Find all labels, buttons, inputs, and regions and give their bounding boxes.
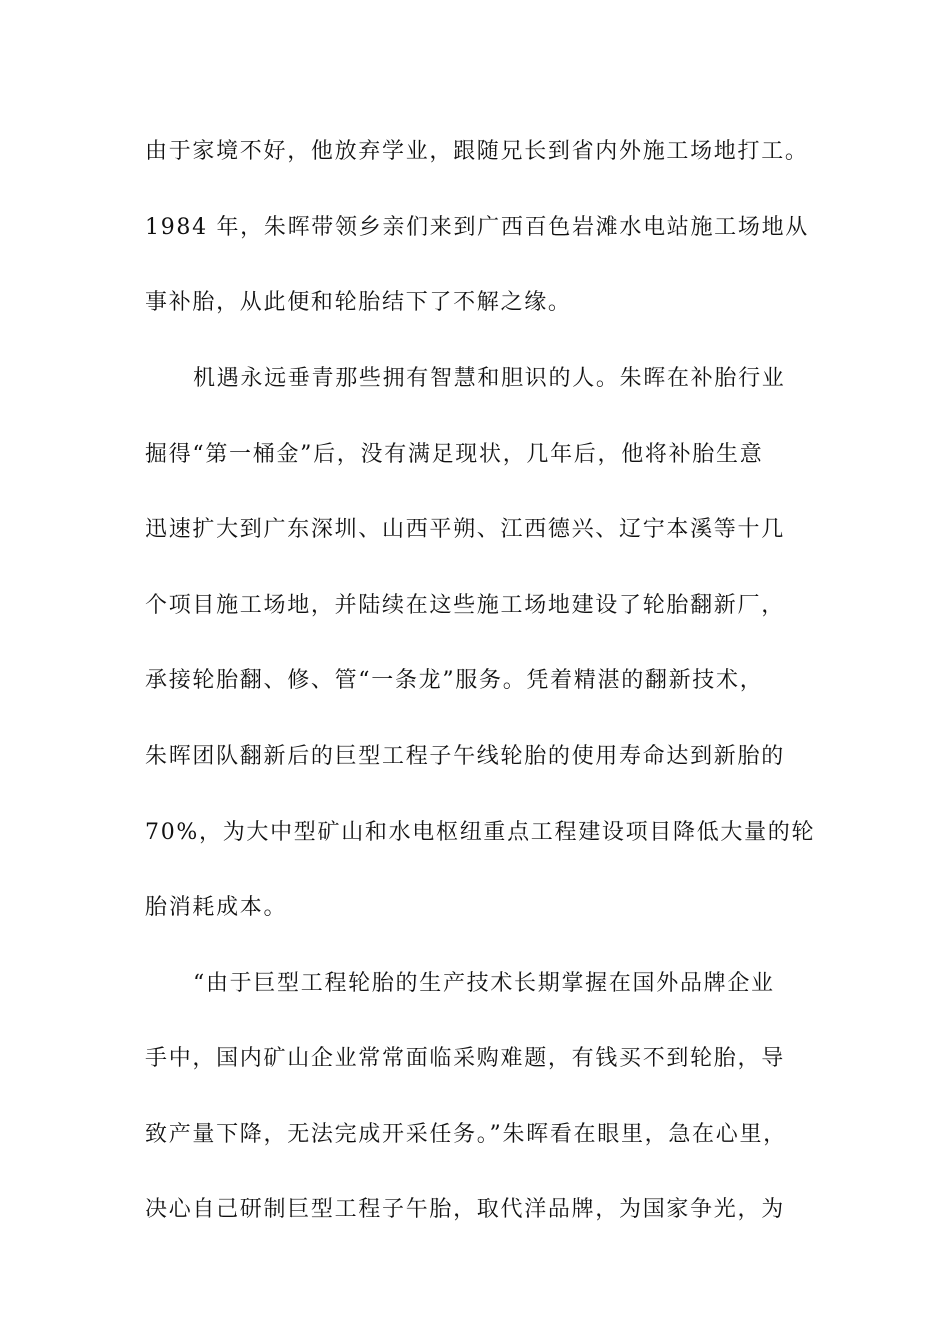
text-line: 事补胎，从此便和轮胎结下了不解之缘。 — [145, 290, 572, 315]
paragraph-first-line: “由于巨型工程轮胎的生产技术长期掌握在国外品牌企业 — [193, 971, 775, 996]
text-line: 胎消耗成本。 — [145, 895, 288, 920]
text-line: 致产量下降，无法完成开采任务。”朱晖看在眼里，急在心里， — [145, 1122, 787, 1147]
text-line: 个项目施工场地，并陆续在这些施工场地建设了轮胎翻新厂， — [145, 593, 785, 618]
text-line: 迅速扩大到广东深圳、山西平朔、江西德兴、辽宁本溪等十几 — [145, 517, 785, 542]
text-line: 70%，为大中型矿山和水电枢纽重点工程建设项目降低大量的轮 — [145, 820, 816, 845]
text-line: 朱晖团队翻新后的巨型工程子午线轮胎的使用寿命达到新胎的 — [145, 744, 785, 769]
text-line: 手中，国内矿山企业常常面临采购难题，有钱买不到轮胎，导 — [145, 1046, 785, 1071]
text-line: 掘得“第一桶金”后，没有满足现状，几年后，他将补胎生意 — [145, 442, 764, 467]
text-line: 承接轮胎翻、修、管“一条龙”服务。凭着精湛的翻新技术， — [145, 668, 764, 693]
paragraph-first-line: 机遇永远垂青那些拥有智慧和胆识的人。朱晖在补胎行业 — [193, 366, 786, 391]
text-line: 由于家境不好，他放弃学业，跟随兄长到省内外施工场地打工。 — [145, 139, 809, 164]
text-line: 决心自己研制巨型工程子午胎，取代洋品牌，为国家争光，为 — [145, 1197, 785, 1222]
text-line: 1984 年，朱晖带领乡亲们来到广西百色岩滩水电站施工场地从 — [145, 215, 809, 240]
